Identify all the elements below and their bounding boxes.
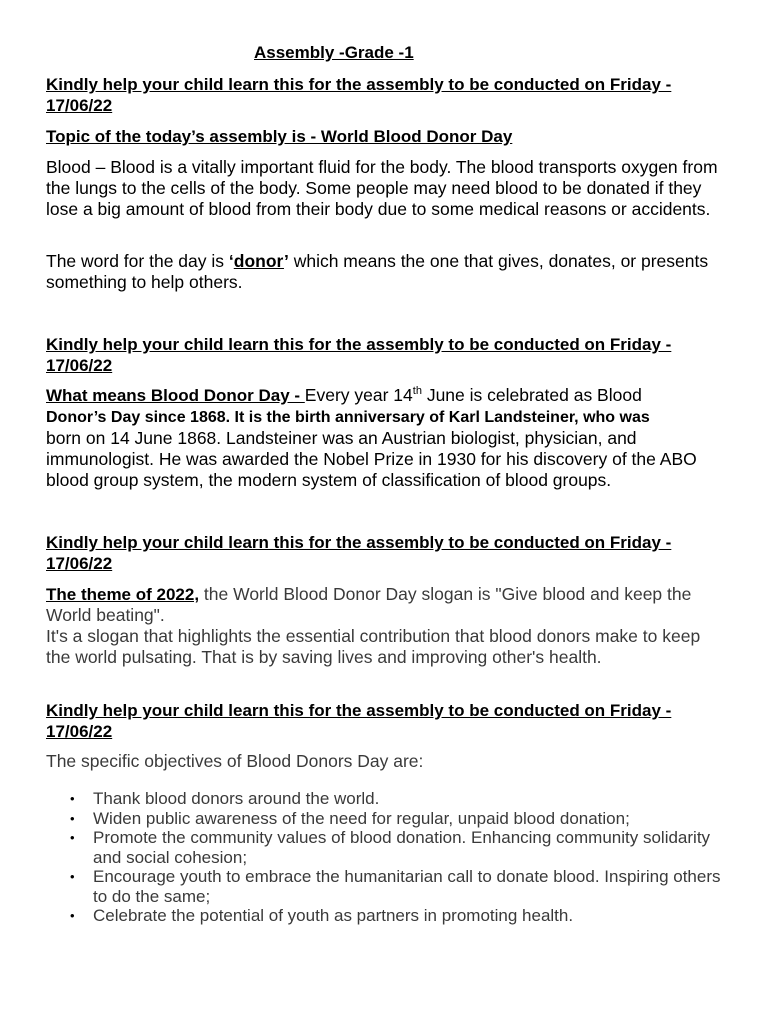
- objective-text: Promote the community values of blood donation. Enhancing community solidarity and social cohesion;: [93, 828, 711, 867]
- bullet: •: [70, 869, 75, 884]
- meaning-label: What means Blood Donor Day -: [46, 386, 305, 405]
- meaning-text-a: Every year 14: [304, 385, 413, 405]
- list-item: [46, 906, 726, 926]
- objective-text: Celebrate the potential of youth as partners in promoting health.: [93, 906, 574, 925]
- theme-text-2: It's a slogan that highlights the essential contribution that blood donors make to keep the world pulsating. That is by saving lives and improving other's health.: [46, 626, 701, 667]
- reminder-heading-1: Kindly help your child learn this for the assembly to be conducted on Friday - 17/06/22: [46, 75, 672, 115]
- word-of-day-paragraph: [46, 251, 726, 293]
- word-intro: The word for the day is: [46, 251, 229, 271]
- theme-paragraph: [46, 584, 726, 668]
- bullet: •: [70, 791, 75, 806]
- word-close-quote: ’: [283, 251, 289, 271]
- bullet: •: [70, 810, 75, 826]
- list-item: [46, 789, 726, 809]
- bullet: •: [70, 830, 75, 845]
- list-item: [46, 828, 726, 867]
- bullet: •: [70, 908, 75, 923]
- objectives-intro: The specific objectives of Blood Donors Day are:: [46, 751, 424, 771]
- meaning-bold: Donor’s Day since 1868. It is the birth anniversary of Karl Landsteiner, who was: [46, 409, 650, 426]
- objective-text: Encourage youth to embrace the humanitarian call to donate blood. Inspiring others to do the same;: [93, 867, 721, 906]
- word-of-day: donor: [233, 251, 284, 271]
- theme-text: the World Blood Donor Day slogan is "Give blood and keep the World beating".: [46, 584, 692, 625]
- theme-label: The theme of 2022,: [46, 585, 200, 604]
- blood-text: Blood is a vitally important fluid for the body. The blood transports oxygen from the lungs to the cells of the body. Some people may need blood to be donated if they lose a big amount of blood from their body due to some medical reasons or accidents.: [46, 157, 718, 219]
- topic-heading: Topic of the today’s assembly is - World Blood Donor Day: [46, 127, 513, 146]
- meaning-text-c: born on 14 June 1868. Landsteiner was an Austrian biologist, physician, and immunologist. He was awarded the Nobel Prize in 1930 for his discovery of the ABO blood group system, the modern system of classification of blood groups.: [46, 428, 697, 490]
- word-open-quote: ‘: [228, 251, 234, 271]
- meaning-sup: th: [412, 385, 422, 398]
- objective-text: Thank blood donors around the world.: [93, 789, 380, 808]
- page-title: Assembly -Grade -1: [254, 43, 414, 62]
- word-definition: which means the one that gives, donates, or presents something to help others.: [46, 251, 709, 292]
- blood-paragraph: [46, 157, 726, 220]
- objectives-list: [46, 789, 726, 926]
- reminder-heading-2: Kindly help your child learn this for the assembly to be conducted on Friday - 17/06/22: [46, 335, 672, 375]
- blood-term: Blood –: [46, 157, 106, 177]
- meaning-paragraph: [46, 385, 726, 491]
- meaning-text-b: June is celebrated as Blood: [421, 385, 642, 405]
- reminder-heading-4: Kindly help your child learn this for the assembly to be conducted on Friday - 17/06/22: [46, 701, 672, 741]
- list-item: [46, 809, 726, 829]
- objective-text: Widen public awareness of the need for regular, unpaid blood donation;: [93, 808, 630, 828]
- reminder-heading-3: Kindly help your child learn this for the assembly to be conducted on Friday - 17/06/22: [46, 533, 672, 573]
- list-item: [46, 867, 726, 906]
